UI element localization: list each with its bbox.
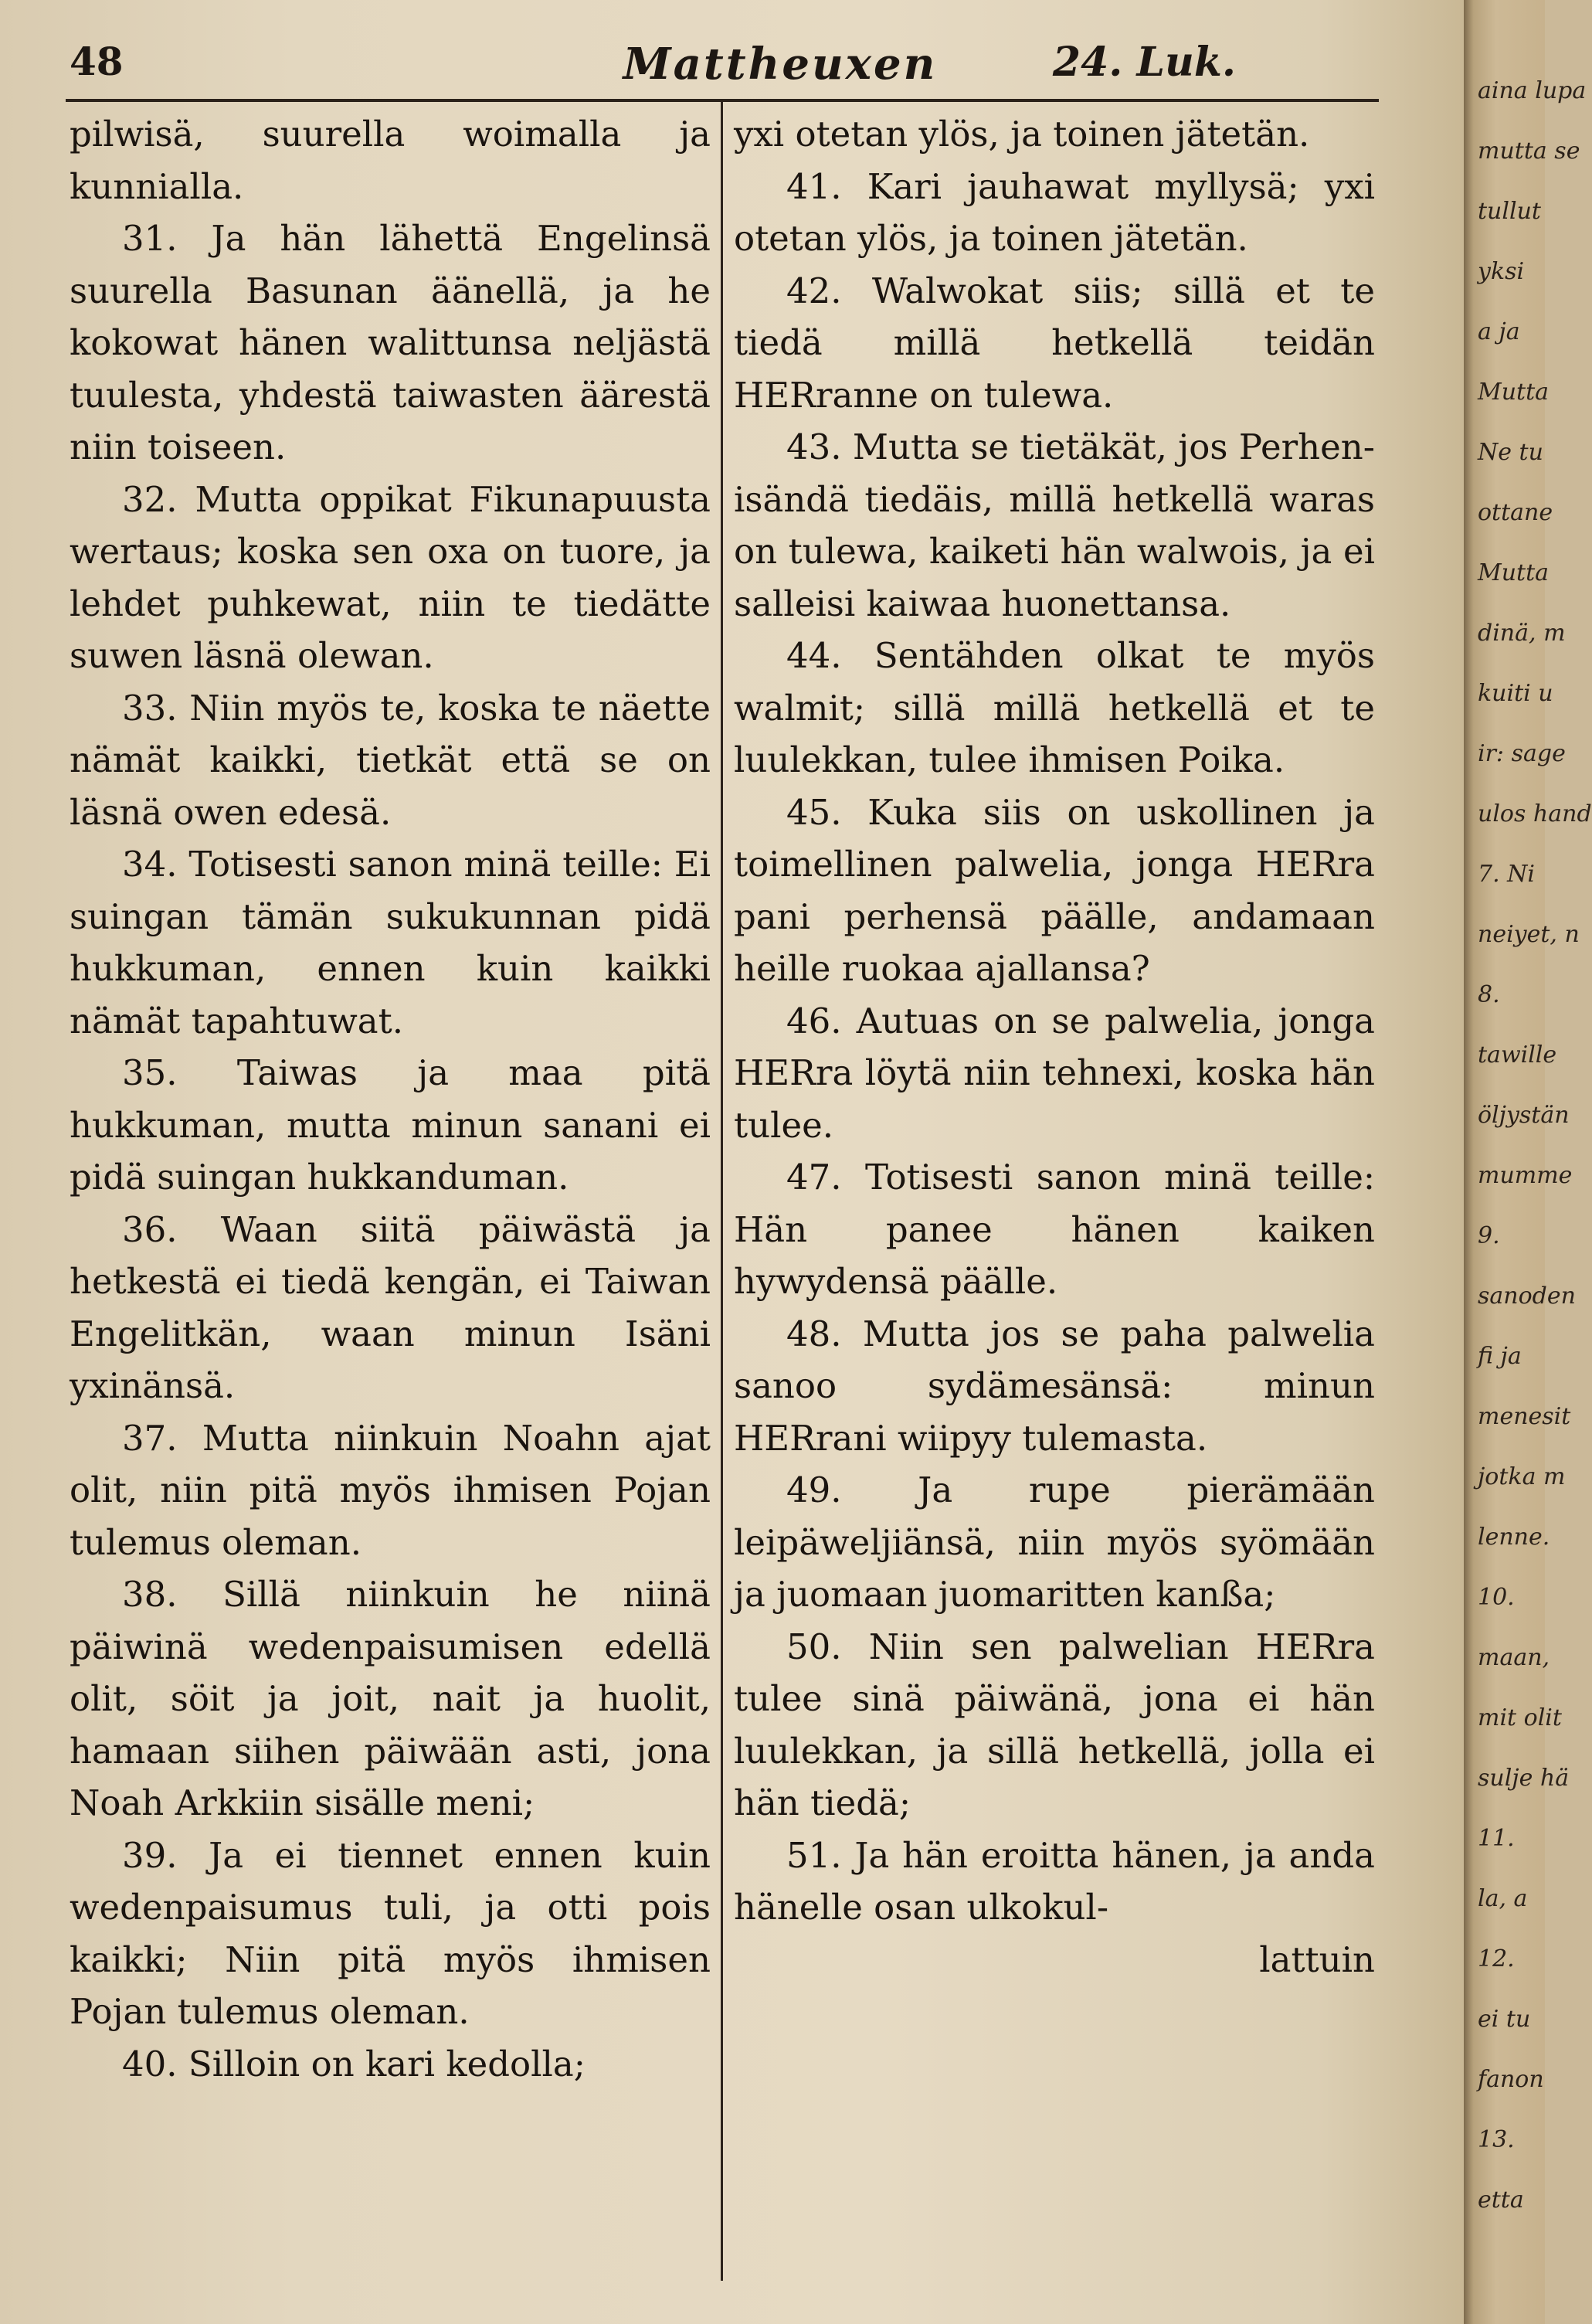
verse-paragraph: 49. Ja rupe pierämään leipäweljiänsä, niin myös syömään ja juomaan juomaritten kanßa; — [734, 1469, 1375, 1615]
continuation-paragraph: pilwisä, suurella woimalla ja kunnialla. — [70, 114, 711, 207]
margin-text-fragment: 10. — [1478, 1584, 1515, 1611]
verse-paragraph: 48. Mutta jos se paha palwelia sanoo sydämesänsä: minun HERrani wiipyy tulemasta. — [734, 1313, 1375, 1459]
margin-text-fragment: fi ja — [1478, 1343, 1522, 1370]
margin-text-fragment: ottane — [1478, 499, 1553, 526]
verse-paragraph: 38. Sillä niinkuin he niinä päiwinä wedenpaisumisen edellä olit, söit ja joit, nait ja huolit, hamaan siihen päiwään asti, jona Noah Arkkiin sisälle meni; — [70, 1574, 711, 1823]
margin-text-fragment: menesit — [1478, 1403, 1571, 1430]
verse-paragraph: 31. Ja hän lähettä Engelinsä suurella Basunan äänellä, ja he kokowat hänen walittunsa neljästä tuulesta, yhdestä taiwasten äärestä niin toiseen. — [70, 218, 711, 467]
margin-text-fragment: sulje hä — [1478, 1765, 1570, 1792]
right-column — [734, 108, 1375, 1986]
verse-paragraph: 33. Niin myös te, koska te näette nämät kaikki, tietkät että se on läsnä owen edesä. — [70, 687, 711, 833]
verse-paragraph: 39. Ja ei tiennet ennen kuin wedenpaisumus tuli, ja otti pois kaikki; Niin pitä myös ihmisen Pojan tulemus oleman. — [70, 1834, 711, 2032]
margin-text-fragment: aina lupa — [1478, 77, 1587, 104]
margin-text-fragment: la, a — [1478, 1885, 1528, 1912]
verse-paragraph: 32. Mutta oppikat Fikunapuusta wertaus; koska sen oxa on tuore, ja lehdet puhkewat, niin te tiedätte suwen läsnä olewan. — [70, 478, 711, 676]
margin-text-fragment: a ja — [1478, 318, 1520, 345]
verse-paragraph: 44. Sentähden olkat te myös walmit; sillä millä hetkellä et te luulekkan, tulee ihmisen Poika. — [734, 635, 1375, 780]
column-divider — [721, 102, 723, 2281]
margin-text-fragment: jotka m — [1478, 1463, 1566, 1490]
margin-text-fragment: ulos hand — [1478, 800, 1592, 827]
margin-text-fragment: Mutta — [1478, 559, 1550, 586]
margin-text-fragment: 13. — [1478, 2126, 1515, 2153]
verse-paragraph: 50. Niin sen palwelian HERra tulee sinä päiwänä, jona ei hän luulekkan, ja sillä hetkellä, jolla ei hän tiedä; — [734, 1626, 1375, 1823]
page-header — [46, 39, 1390, 93]
margin-text-fragment: sanoden — [1478, 1283, 1576, 1310]
margin-text-fragment: mumme — [1478, 1162, 1573, 1189]
verse-paragraph: 34. Totisesti sanon minä teille: Ei suingan tämän sukukunnan pidä hukkuman, ennen kuin kaikki nämät tapahtuwat. — [70, 844, 711, 1041]
verse-paragraph: 40. Silloin on kari kedolla; — [122, 2043, 586, 2084]
verse-paragraph: 37. Mutta niinkuin Noahn ajat olit, niin pitä myös ihmisen Pojan tulemus oleman. — [70, 1417, 711, 1563]
margin-text-fragment: lenne. — [1478, 1524, 1550, 1551]
margin-text-fragment: kuiti u — [1478, 680, 1553, 707]
verse-paragraph: 45. Kuka siis on uskollinen ja toimellinen palwelia, jonga HERra pani perhensä päälle, andamaan heille ruokaa ajallansa? — [734, 791, 1375, 989]
verse-paragraph: 36. Waan siitä päiwästä ja hetkestä ei tiedä kengän, ei Taiwan Engelitkän, waan minun Isäni yxinänsä. — [70, 1208, 711, 1406]
margin-text-fragment: tullut — [1478, 198, 1541, 225]
margin-text-fragment: ei tu — [1478, 2006, 1531, 2033]
margin-text-fragment: 11. — [1478, 1825, 1515, 1852]
running-title: Mattheuxen — [623, 39, 938, 90]
verse-paragraph: 35. Taiwas ja maa pitä hukkuman, mutta minun sanani ei pidä suingan hukkanduman. — [70, 1052, 711, 1198]
margin-text-fragment: maan, — [1478, 1644, 1550, 1671]
margin-text-fragment: Ne tu — [1478, 439, 1543, 466]
margin-text-fragment: öljystän — [1478, 1102, 1570, 1129]
margin-text-fragment: mutta se — [1478, 138, 1580, 165]
verse-paragraph: 42. Walwokat siis; sillä et te tiedä millä hetkellä teidän HERranne on tulewa. — [734, 270, 1375, 416]
chapter-marker: 24. Luk. — [1052, 39, 1236, 86]
margin-text-fragment: yksi — [1478, 258, 1525, 285]
verse-paragraph: 43. Mutta se tietäkät, jos Perhen-isändä tiedäis, millä hetkellä waras on tulewa, kaiketi hän walwois, ja ei salleisi kaiwaa huonettansa. — [734, 426, 1375, 624]
margin-text-fragment: 12. — [1478, 1945, 1515, 1972]
margin-text-fragment: neiyet, n — [1478, 921, 1580, 948]
page-number: 48 — [70, 39, 124, 84]
adjacent-page-margin — [1464, 0, 1592, 2324]
margin-text-fragment: ir: sage — [1478, 740, 1566, 767]
margin-text-fragment: tawille — [1478, 1041, 1557, 1069]
verse-paragraph: 51. Ja hän eroitta hänen, ja anda hänelle osan ulkokul- — [734, 1834, 1375, 1928]
margin-text-fragment: mit olit — [1478, 1704, 1562, 1731]
margin-text-fragment: etta — [1478, 2186, 1524, 2214]
verse-paragraph: 46. Autuas on se palwelia, jonga HERra löytä niin tehnexi, koska hän tulee. — [734, 1000, 1375, 1146]
margin-text-fragment: fanon — [1478, 2066, 1544, 2093]
margin-text-fragment: 9. — [1478, 1222, 1500, 1249]
left-column — [70, 108, 711, 2090]
continuation-paragraph: yxi otetan ylös, ja toinen jätetän. — [734, 114, 1310, 155]
margin-text-fragment: dinä, m — [1478, 620, 1566, 647]
verse-paragraph: 41. Kari jauhawat myllysä; yxi otetan ylös, ja toinen jätetän. — [734, 165, 1375, 259]
margin-text-fragment: 7. Ni — [1478, 861, 1536, 888]
verse-paragraph: 47. Totisesti sanon minä teille: Hän panee hänen kaiken hywydensä päälle. — [734, 1157, 1375, 1302]
continuation-paragraph: lattuin — [1259, 1938, 1375, 1980]
margin-text-fragment: 8. — [1478, 981, 1500, 1008]
margin-text-fragment: Mutta — [1478, 379, 1550, 406]
